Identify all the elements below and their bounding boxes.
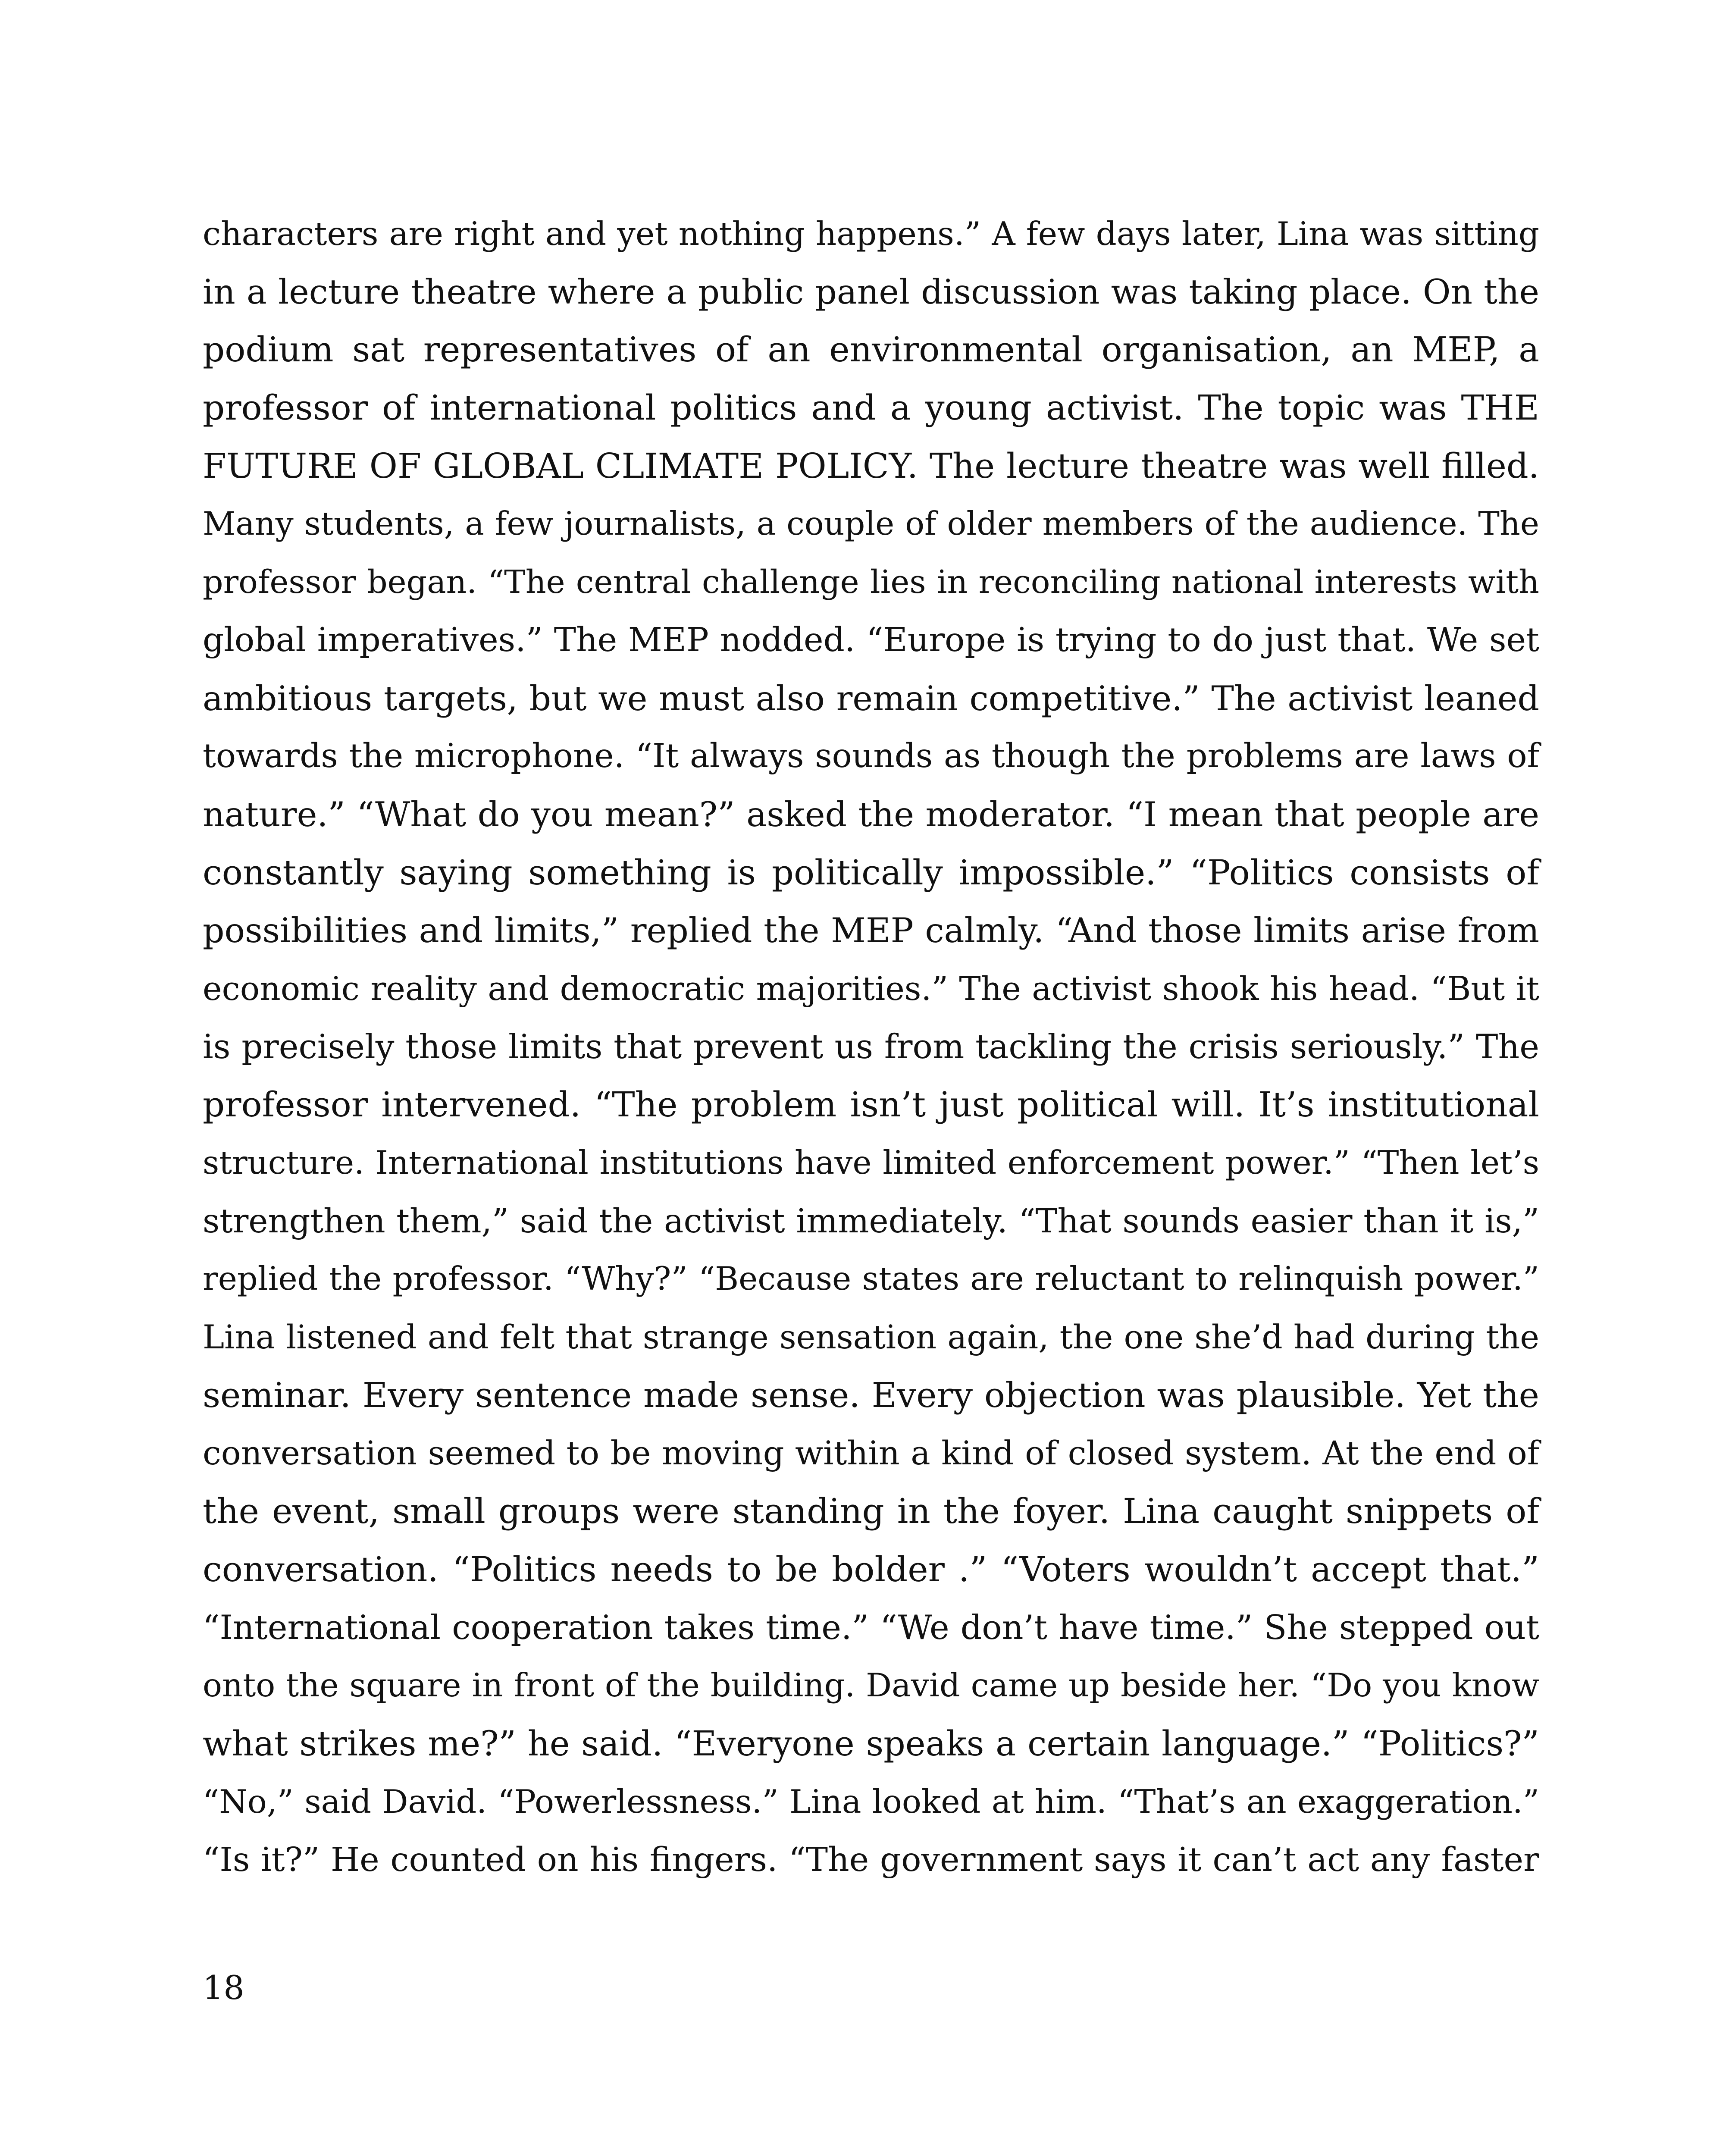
text-line-17: structure. International institutions have limited enforcement power.” “Then let’s [203,1144,1539,1181]
text-line-8: global imperatives.” The MEP nodded. “Europe is trying to do just that. We set [203,620,1539,659]
text-line-13: possibilities and limits,” replied the MEP calmly. “And those limits arise from [203,911,1539,951]
body-text [203,205,1539,1889]
text-line-24: conversation. “Politics needs to be bolder .” “Voters wouldn’t accept that.” [203,1549,1539,1589]
text-line-29: “Is it?” He counted on his fingers. “The government says it can’t act any faster [203,1840,1539,1880]
text-line-18: strengthen them,” said the activist immediately. “That sounds easier than it is,” [203,1201,1539,1240]
text-line-25: “International cooperation takes time.” “We don’t have time.” She stepped out [203,1608,1539,1647]
text-line-11: nature.” “What do you mean?” asked the moderator. “I mean that people are [203,794,1539,834]
text-line-3: podium sat representatives of an environmental organisation, an MEP, a [203,329,1539,370]
text-line-5: FUTURE OF GLOBAL CLIMATE POLICY. The lecture theatre was well filled. [203,445,1539,486]
text-line-1: characters are right and yet nothing happens.” A few days later, Lina was sitting [203,215,1539,253]
text-line-6: Many students, a few journalists, a couple of older members of the audience. The [203,505,1539,543]
text-line-23: the event, small groups were standing in the foyer. Lina caught snippets of [203,1491,1539,1532]
text-line-27: what strikes me?” he said. “Everyone speaks a certain language.” “Politics?” [203,1724,1539,1764]
text-line-22: conversation seemed to be moving within a kind of closed system. At the end of [203,1434,1539,1473]
text-line-20: Lina listened and felt that strange sensation again, the one she’d had during the [203,1318,1539,1357]
text-line-4: professor of international politics and a young activist. The topic was THE [203,388,1539,428]
text-line-26: onto the square in front of the building. David came up beside her. “Do you know [203,1667,1539,1705]
text-line-7: professor began. “The central challenge lies in reconciling national interests with [203,563,1539,601]
text-line-16: professor intervened. “The problem isn’t just political will. It’s institutional [203,1084,1539,1125]
text-line-19: replied the professor. “Why?” “Because states are reluctant to relinquish power.” [203,1260,1539,1298]
page-number: 18 [203,1968,244,2007]
text-line-15: is precisely those limits that prevent us from tackling the crisis seriously.” The [203,1027,1539,1066]
text-line-10: towards the microphone. “It always sounds as though the problems are laws of [203,737,1539,776]
text-line-14: economic reality and democratic majorities.” The activist shook his head. “But it [203,969,1539,1008]
text-line-12: constantly saying something is politically impossible.” “Politics consists of [203,852,1539,893]
text-line-9: ambitious targets, but we must also remain competitive.” The activist leaned [203,678,1539,718]
text-line-21: seminar. Every sentence made sense. Every objection was plausible. Yet the [203,1375,1539,1415]
text-line-28: “No,” said David. “Powerlessness.” Lina looked at him. “That’s an exaggeration.” [203,1783,1539,1821]
text-line-2: in a lecture theatre where a public panel discussion was taking place. On the [203,272,1539,312]
